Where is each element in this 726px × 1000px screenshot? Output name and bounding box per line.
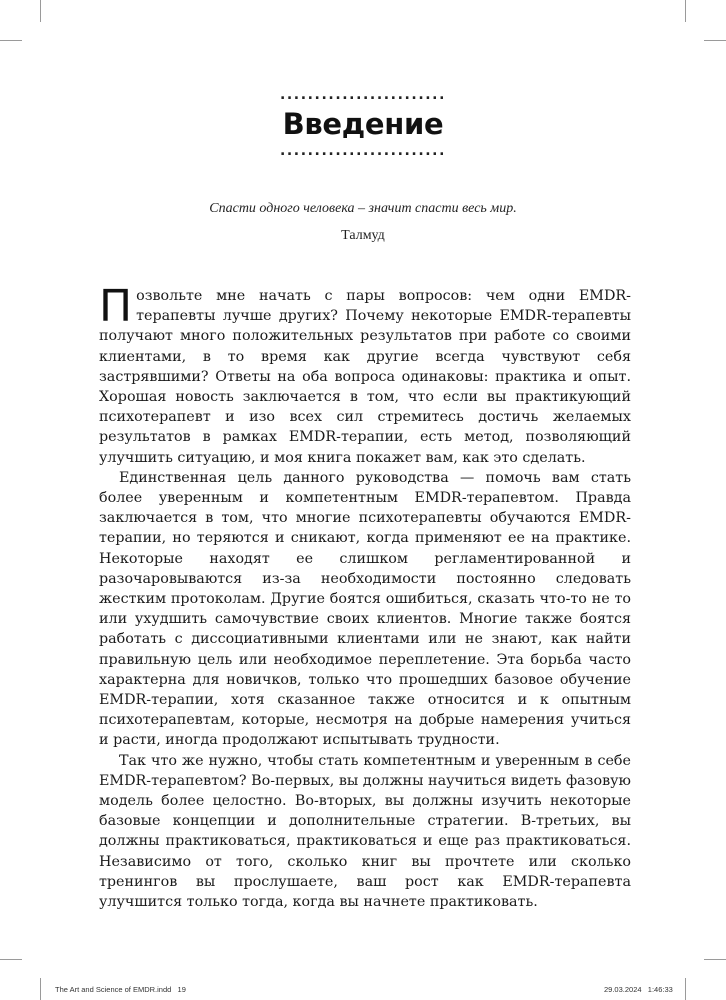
drop-cap: П xyxy=(99,281,133,332)
crop-mark-top-right xyxy=(685,0,686,22)
paragraph-2: Единственная цель данного руководства — помочь вам стать более уверенным и компетентным EMDR-терапевтом. Правда заключается в том, что многие психотерапевты обучаются EMDR-терапии, но теряются и сникают, когда применяют ее на практике. Некоторые находят ее слишком регламентированной и разочаровываются из-за необходимости постоянно следовать жестким протоколам. Другие боятся ошибиться, сказать что-то не то или ухудшить самочувствие своих клиентов. Многие также боятся работать с диссоциативными клиентами или не знают, как найти правильную цель или необходимое переплетение. Эта борьба часто характерна для новичков, только что прошедших базовое обучение EMDR-терапии, хотя сказанное также относится и к опытным психотерапевтам, которые, несмотря на добрые намерения учиться и расти, иногда продолжают испытывать трудности. xyxy=(99,469,631,749)
paragraph-1-text: озвольте мне начать с пары вопросов: чем одни EMDR-терапевты лучше других? Почему некоторые EMDR-терапевты получают много положительных результатов при работе со своими клиентами, в то время как другие всегда чувствуют себя застрявшими? Ответы на оба вопроса одинаковы: практика и опыт. Хорошая новость заключается в том, что если вы практикующий психотерапевт и изо всех сил стремитесь достичь желаемых результатов в рамках EMDR-терапии, есть метод, позволяющий улучшить ситуацию, и моя книга покажет вам, как это сделать. xyxy=(99,288,631,466)
footer-file-info: The Art and Science of EMDR.indd 19 xyxy=(55,985,186,994)
crop-mark-bottom-left-h xyxy=(0,959,22,960)
crop-mark-bottom-right-h xyxy=(704,959,726,960)
crop-mark-bottom-right xyxy=(685,978,686,1000)
crop-mark-top-left xyxy=(40,0,41,22)
crop-mark-top-right-h xyxy=(704,40,726,41)
heading-dots-top: ........................ xyxy=(279,87,447,103)
chapter-title: Введение xyxy=(282,107,444,141)
epigraph-quote: Спасти одного человека – значит спасти весь мир. xyxy=(209,201,517,216)
paragraph-3: Так что же нужно, чтобы стать компетентным и уверенным в себе EMDR-терапевтом? Во-первых, вы должны научиться видеть фазовую модель более целостно. Во-вторых, вы должны изучить некоторые базовые концепции и дополнительные стратегии. В-третьих, вы должны практиковаться, практиковаться и еще раз практиковаться. Независимо от того, сколько книг вы прочтете или сколько тренингов вы прослушаете, ваш рост как EMDR-терапевта улучшится только тогда, когда вы начнете практиковать. xyxy=(99,752,631,911)
body-text xyxy=(99,281,631,912)
crop-mark-bottom-left xyxy=(40,978,41,1000)
heading-dots-bottom: ........................ xyxy=(279,143,447,159)
paragraph-1 xyxy=(99,281,631,468)
epigraph-source: Талмуд xyxy=(341,228,385,243)
crop-mark-top-left-h xyxy=(0,40,22,41)
footer-datetime: 29.03.2024 1:46:33 xyxy=(604,985,673,994)
